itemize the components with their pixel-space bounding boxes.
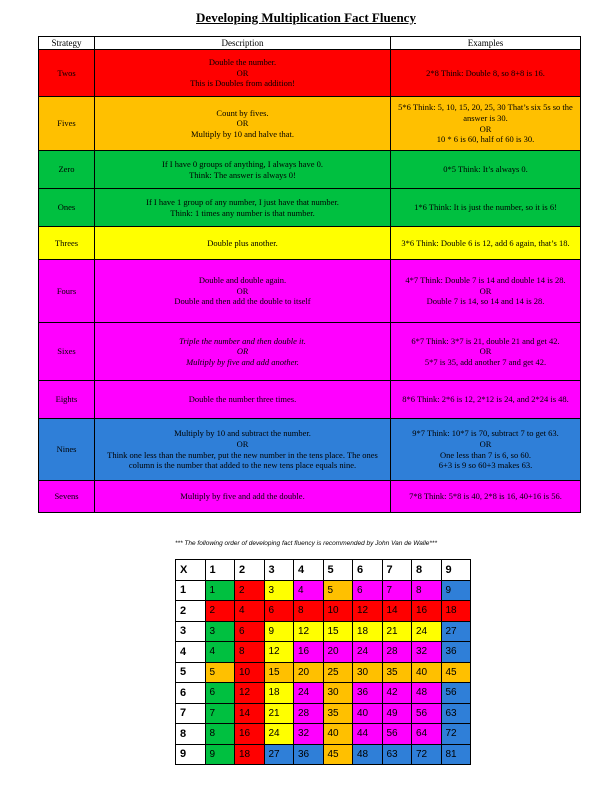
strategy-examples: [391, 260, 581, 323]
description-line: OR: [236, 346, 249, 357]
example-line: 7*8 Think: 5*8 is 40, 2*8 is 16, 40+16 is 56.: [409, 491, 562, 502]
grid-cell: 28: [294, 703, 324, 724]
strategy-row: [39, 151, 581, 189]
grid-cell: 24: [353, 642, 383, 663]
grid-cell: 35: [382, 662, 412, 683]
strategy-examples: [391, 381, 581, 419]
strategy-name: Eights: [39, 381, 95, 419]
grid-row-header: 4: [176, 642, 206, 663]
strategy-row: [39, 50, 581, 97]
grid-cell: 5: [323, 580, 353, 601]
description-line: Think: The answer is always 0!: [189, 169, 296, 180]
grid-cell: 8: [412, 580, 442, 601]
description-line: This is Doubles from addition!: [190, 78, 295, 89]
grid-cell: 7: [382, 580, 412, 601]
example-line: 9*7 Think: 10*7 is 70, subtract 7 to get 63.: [412, 428, 559, 439]
grid-cell: 32: [294, 724, 324, 745]
grid-cell: 10: [323, 601, 353, 622]
description-line: Double the number.: [208, 57, 277, 68]
description-line: Triple the number and then double it.: [179, 335, 306, 346]
strategy-name: Fives: [39, 97, 95, 151]
description-line: Multiply by five and add another.: [186, 356, 299, 367]
strategy-description: [95, 419, 391, 481]
strategy-examples: [391, 50, 581, 97]
description-line: Count by fives.: [216, 107, 269, 118]
grid-column-header: 9: [441, 560, 471, 581]
description-line: If I have 1 group of any number, I just have that number.: [146, 196, 339, 207]
grid-cell: 44: [353, 724, 383, 745]
strategy-description: [95, 97, 391, 151]
example-line: 4*7 Think: Double 7 is 14 and double 14 is 28.: [405, 275, 566, 286]
grid-cell: 4: [205, 642, 235, 663]
grid-cell: 27: [441, 621, 471, 642]
example-line: 10 * 6 is 60, half of 60 is 30.: [436, 134, 535, 145]
grid-cell: 16: [294, 642, 324, 663]
example-line: 6*7 Think: 3*7 is 21, double 21 and get 42.: [411, 335, 560, 346]
grid-row-header: 7: [176, 703, 206, 724]
grid-cell: 12: [294, 621, 324, 642]
strategy-table-header: [39, 37, 581, 50]
grid-column-header: 5: [323, 560, 353, 581]
strategy-name: Ones: [39, 189, 95, 227]
grid-cell: 36: [294, 744, 324, 765]
grid-cell: 56: [412, 703, 442, 724]
grid-cell: 18: [353, 621, 383, 642]
grid-cell: 1: [205, 580, 235, 601]
grid-row: [176, 601, 471, 622]
grid-row: [176, 621, 471, 642]
grid-cell: 12: [264, 642, 294, 663]
grid-cell: 4: [235, 601, 265, 622]
example-line: One less than 7 is 6, so 60.: [440, 449, 531, 460]
grid-header-row: [176, 560, 471, 581]
grid-cell: 40: [323, 724, 353, 745]
example-line: 0*5 Think: It’s always 0.: [443, 164, 528, 175]
grid-cell: 36: [441, 642, 471, 663]
strategy-row: [39, 481, 581, 513]
example-line: Double 7 is 14, so 14 and 14 is 28.: [426, 296, 545, 307]
grid-cell: 20: [294, 662, 324, 683]
grid-cell: 14: [235, 703, 265, 724]
description-line: Think: 1 times any number is that number.: [170, 207, 315, 218]
description-line: If I have 0 groups of anything, I always have 0.: [162, 158, 323, 169]
grid-cell: 36: [353, 683, 383, 704]
grid-cell: 4: [294, 580, 324, 601]
grid-cell: 28: [382, 642, 412, 663]
grid-row: [176, 580, 471, 601]
grid-row: [176, 744, 471, 765]
strategy-name: Threes: [39, 227, 95, 260]
strategy-examples: [391, 419, 581, 481]
strategy-examples: [391, 227, 581, 260]
grid-cell: 56: [382, 724, 412, 745]
grid-row: [176, 662, 471, 683]
strategy-row: [39, 189, 581, 227]
grid-cell: 16: [412, 601, 442, 622]
strategy-description: [95, 151, 391, 189]
grid-cell: 3: [205, 621, 235, 642]
grid-row-header: 3: [176, 621, 206, 642]
grid-cell: 63: [382, 744, 412, 765]
grid-cell: 12: [353, 601, 383, 622]
grid-cell: 14: [382, 601, 412, 622]
strategy-description: [95, 189, 391, 227]
strategy-description: [95, 481, 391, 513]
example-line: 1*6 Think: It is just the number, so it is 6!: [414, 202, 557, 213]
strategy-name: Zero: [39, 151, 95, 189]
grid-cell: 45: [323, 744, 353, 765]
grid-cell: 9: [264, 621, 294, 642]
strategy-description: [95, 260, 391, 323]
grid-row-header: 1: [176, 580, 206, 601]
strategy-description: [95, 381, 391, 419]
grid-row-header: 5: [176, 662, 206, 683]
description-line: OR: [236, 67, 249, 78]
strategy-table: [38, 36, 581, 513]
description-column-header: Description: [95, 37, 391, 50]
strategy-row: [39, 323, 581, 381]
example-line: 5*6 Think: 5, 10, 15, 20, 25, 30 That’s six 5s so the answer is 30.: [398, 102, 573, 123]
strategy-examples: [391, 323, 581, 381]
grid-cell: 9: [205, 744, 235, 765]
example-line: 5*7 is 35, add another 7 and get 42.: [424, 356, 547, 367]
description-line: Think one less than the number, put the new number in the tens place. The ones column is the number that added to the new tens place equals nine.: [107, 449, 378, 471]
grid-cell: 48: [412, 683, 442, 704]
grid-row-header: 9: [176, 744, 206, 765]
description-line: Double and then add the double to itself: [174, 296, 311, 307]
grid-cell: 24: [264, 724, 294, 745]
grid-cell: 10: [235, 662, 265, 683]
grid-row: [176, 703, 471, 724]
description-line: Multiply by five and add the double.: [180, 491, 305, 502]
grid-cell: 15: [264, 662, 294, 683]
grid-cell: 18: [441, 601, 471, 622]
grid-cell: 6: [205, 683, 235, 704]
description-line: Multiply by 10 and subtract the number.: [174, 428, 311, 439]
grid-cell: 81: [441, 744, 471, 765]
grid-cell: 42: [382, 683, 412, 704]
description-line: Double and double again.: [198, 275, 287, 286]
description-line: Multiply by 10 and halve that.: [191, 128, 294, 139]
description-line: OR: [236, 285, 249, 296]
example-line: OR: [479, 123, 492, 134]
grid-column-header: 6: [353, 560, 383, 581]
strategy-row: [39, 97, 581, 151]
grid-cell: 24: [412, 621, 442, 642]
example-line: OR: [479, 438, 492, 449]
strategy-name: Nines: [39, 419, 95, 481]
grid-cell: 30: [323, 683, 353, 704]
grid-cell: 64: [412, 724, 442, 745]
grid-cell: 2: [235, 580, 265, 601]
grid-cell: 40: [353, 703, 383, 724]
grid-cell: 8: [205, 724, 235, 745]
grid-cell: 30: [353, 662, 383, 683]
grid-cell: 15: [323, 621, 353, 642]
grid-cell: 32: [412, 642, 442, 663]
page-title: Developing Multiplication Fact Fluency: [196, 10, 416, 25]
example-line: OR: [479, 285, 492, 296]
grid-cell: 72: [412, 744, 442, 765]
strategy-column-header: Strategy: [39, 37, 95, 50]
grid-cell: 8: [294, 601, 324, 622]
grid-column-header: 4: [294, 560, 324, 581]
grid-cell: 45: [441, 662, 471, 683]
grid-cell: 12: [235, 683, 265, 704]
grid-cell: 7: [205, 703, 235, 724]
grid-row: [176, 683, 471, 704]
description-line: Double the number three times.: [188, 394, 297, 405]
strategy-name: Sevens: [39, 481, 95, 513]
grid-cell: 6: [235, 621, 265, 642]
grid-row: [176, 642, 471, 663]
grid-column-header: 1: [205, 560, 235, 581]
example-line: OR: [479, 346, 492, 357]
strategy-description: [95, 323, 391, 381]
grid-cell: 48: [353, 744, 383, 765]
strategy-description: [95, 227, 391, 260]
grid-column-header: 8: [412, 560, 442, 581]
grid-cell: 72: [441, 724, 471, 745]
grid-cell: 20: [323, 642, 353, 663]
strategy-row: [39, 419, 581, 481]
example-line: 3*6 Think: Double 6 is 12, add 6 again, that’s 18.: [401, 237, 570, 248]
grid-corner: X: [176, 560, 206, 581]
strategy-row: [39, 227, 581, 260]
strategy-examples: [391, 151, 581, 189]
strategy-name: Sixes: [39, 323, 95, 381]
grid-column-header: 7: [382, 560, 412, 581]
grid-row-header: 8: [176, 724, 206, 745]
grid-row-header: 2: [176, 601, 206, 622]
strategy-name: Twos: [39, 50, 95, 97]
grid-cell: 18: [235, 744, 265, 765]
grid-cell: 18: [264, 683, 294, 704]
description-line: OR: [236, 118, 249, 129]
grid-cell: 5: [205, 662, 235, 683]
example-line: 6+3 is 9 so 60+3 makes 63.: [438, 460, 533, 471]
grid-row-header: 6: [176, 683, 206, 704]
grid-cell: 56: [441, 683, 471, 704]
strategy-name: Fours: [39, 260, 95, 323]
grid-cell: 16: [235, 724, 265, 745]
grid-cell: 21: [264, 703, 294, 724]
strategy-row: [39, 260, 581, 323]
grid-cell: 24: [294, 683, 324, 704]
description-line: OR: [236, 438, 249, 449]
grid-cell: 40: [412, 662, 442, 683]
example-line: 2*8 Think: Double 8, so 8+8 is 16.: [426, 67, 545, 78]
grid-cell: 49: [382, 703, 412, 724]
examples-column-header: Examples: [391, 37, 581, 50]
grid-cell: 8: [235, 642, 265, 663]
grid-cell: 27: [264, 744, 294, 765]
strategy-row: [39, 381, 581, 419]
grid-cell: 63: [441, 703, 471, 724]
grid-row: [176, 724, 471, 745]
order-note: *** The following order of developing fact fluency is recommended by John Van de Walle***: [175, 540, 437, 547]
grid-cell: 2: [205, 601, 235, 622]
multiplication-grid: [175, 559, 471, 765]
grid-cell: 9: [441, 580, 471, 601]
grid-cell: 6: [353, 580, 383, 601]
grid-cell: 21: [382, 621, 412, 642]
grid-cell: 6: [264, 601, 294, 622]
example-line: 8*6 Think: 2*6 is 12, 2*12 is 24, and 2*24 is 48.: [402, 394, 569, 405]
strategy-examples: [391, 189, 581, 227]
description-line: Double plus another.: [207, 237, 278, 248]
strategy-description: [95, 50, 391, 97]
grid-cell: 35: [323, 703, 353, 724]
grid-column-header: 2: [235, 560, 265, 581]
grid-cell: 25: [323, 662, 353, 683]
strategy-examples: [391, 97, 581, 151]
grid-column-header: 3: [264, 560, 294, 581]
grid-cell: 3: [264, 580, 294, 601]
strategy-examples: [391, 481, 581, 513]
